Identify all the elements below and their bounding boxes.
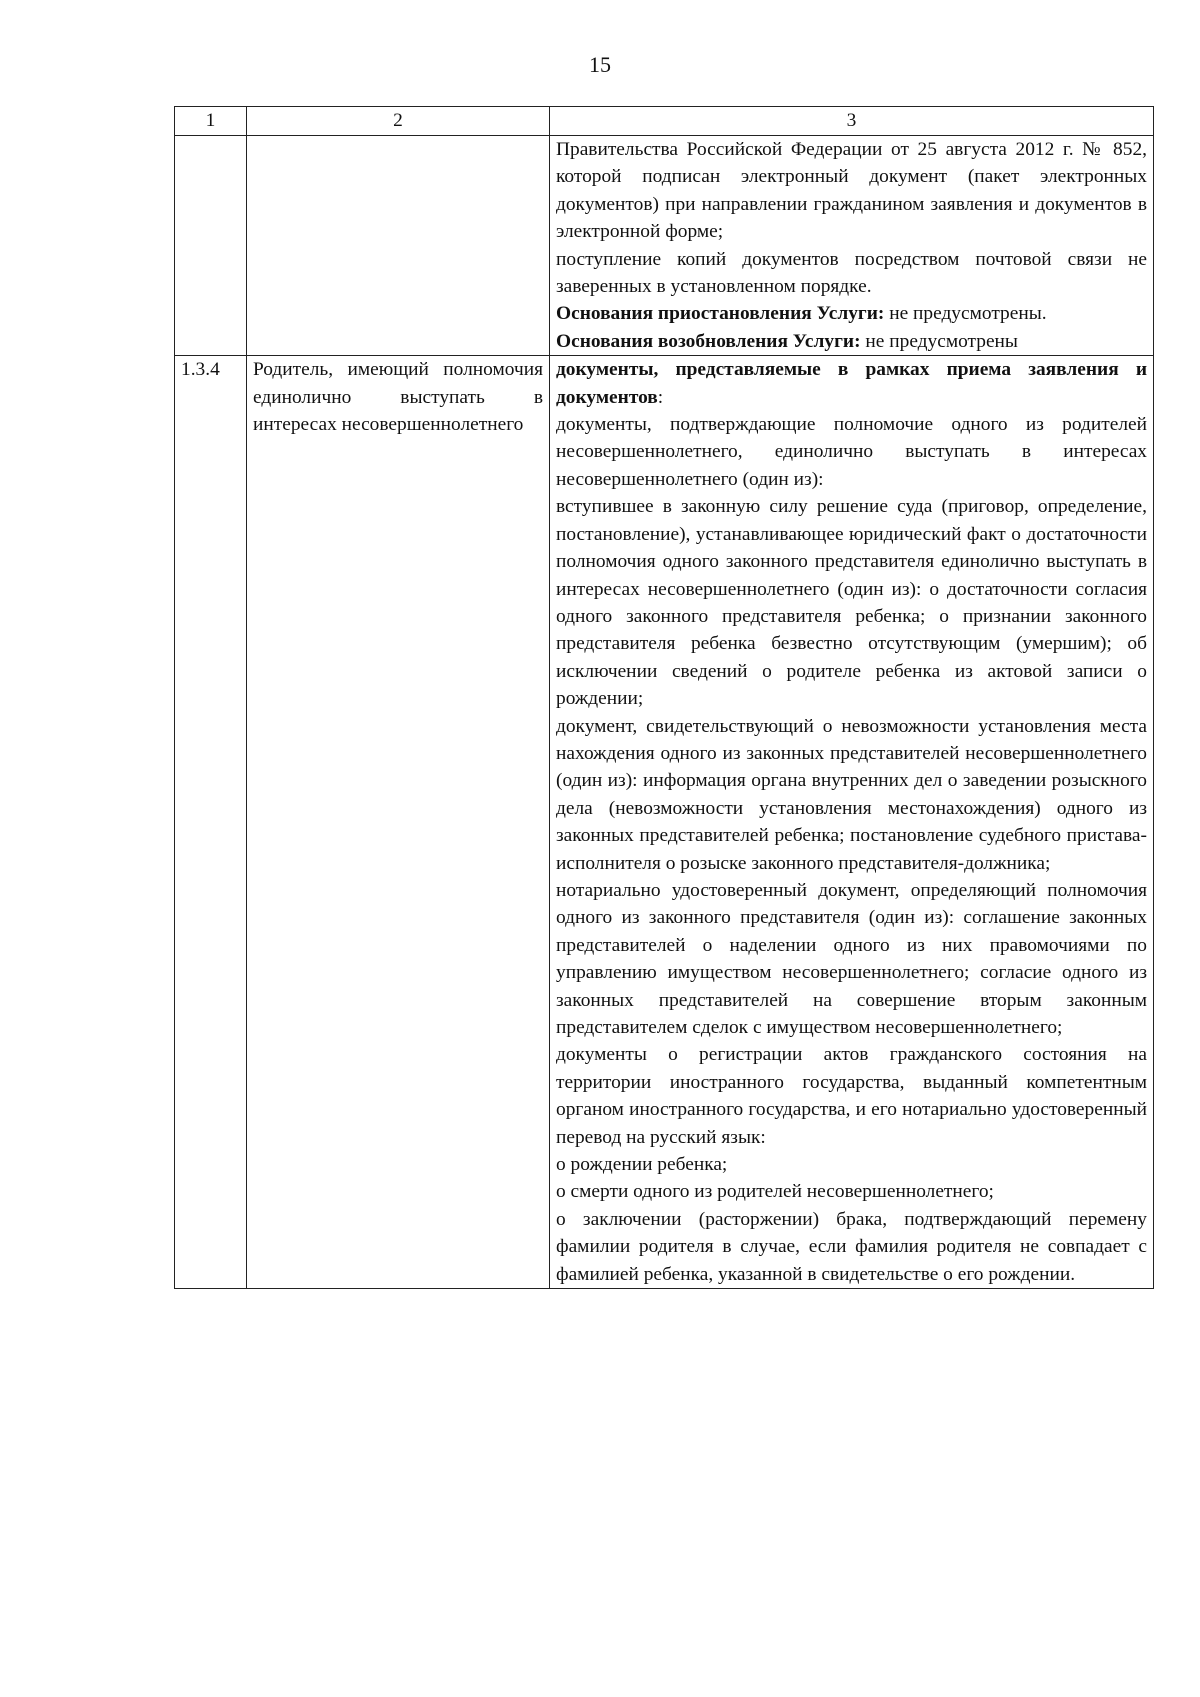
table-row [175,136,1154,356]
paragraph: Правительства Российской Федерации от 25 августа 2012 г. № 852, которой подписан электронный документ (пакет электронных документов) при направлении гражданином заявления и документов в электронной форме; [556,139,1147,243]
table-header-row [175,107,1154,136]
paragraph: Основания возобновления Услуги: не предусмотрены [556,330,1018,352]
paragraph: документ, свидетельствующий о невозможности установления места нахождения одного из законных представителей несовершеннолетнего (один из): информация органа внутренних дел о заведении розыскного дела (невозможности установления местонахождения) одного из законных представителей ребенка; постановление судебного пристава-исполнителя о розыске законного представителя-должника; [556,715,1147,874]
paragraph: вступившее в законную силу решение суда (приговор, определение, постановление), устанавливающее юридический факт о достаточности полномочия одного законного представителя единолично выступать в интересах несовершеннолетнего (один из): о достаточности согласия одного законного представителя ребенка; о признании законного представителя ребенка безвестно отсутствующим (умершим); об исключении сведений о родителе ребенка из актовой записи о рождении; [556,496,1147,710]
applicant-category [247,136,550,356]
row-number: 1.3.4 [175,356,247,1289]
column-header-1: 1 [175,107,247,136]
column-header-2: 2 [247,107,550,136]
paragraph: документы, представляемые в рамках приема заявления и документов: [556,359,1147,408]
paragraph: о заключении (расторжении) брака, подтверждающий перемену фамилии родителя в случае, если фамилия родителя не совпадает с фамилией ребенка, указанной в свидетельстве о его рождении. [556,1208,1147,1285]
row-content [550,356,1154,1289]
column-header-3: 3 [550,107,1154,136]
paragraph: нотариально удостоверенный документ, определяющий полномочия одного из законного представителя (один из): соглашение законных представителей о наделении одного из них правомочиями по управлению имуществом несовершеннолетнего; согласие одного из законных представителей на совершение вторым законным представителем сделок с имуществом несовершеннолетнего; [556,879,1147,1038]
paragraph: Основания приостановления Услуги: не предусмотрены. [556,303,1047,325]
applicant-category: Родитель, имеющий полномочия единолично выступать в интересах несовершеннолетнего [247,356,550,1289]
document-table [174,106,1154,1289]
bold-heading: Основания возобновления Услуги: [556,330,861,352]
bold-heading: Основания приостановления Услуги: [556,303,885,325]
table-row [175,356,1154,1289]
paragraph: поступление копий документов посредством почтовой связи не заверенных в установленном порядке. [556,248,1147,298]
paragraph: о смерти одного из родителей несовершеннолетнего; [556,1181,994,1203]
page-number: 15 [589,52,611,77]
row-number [175,136,247,356]
paragraph: документы о регистрации актов гражданского состояния на территории иностранного государства, выданный компетентным органом иностранного государства, и его нотариально удостоверенный перевод на русский язык: [556,1044,1147,1148]
row-content [550,136,1154,356]
paragraph: о рождении ребенка; [556,1154,728,1176]
bold-heading: документы, представляемые в рамках приема заявления и документов [556,359,1147,408]
paragraph: документы, подтверждающие полномочие одного из родителей несовершеннолетнего, единолично выступать в интересах несовершеннолетнего (один из): [556,414,1147,490]
